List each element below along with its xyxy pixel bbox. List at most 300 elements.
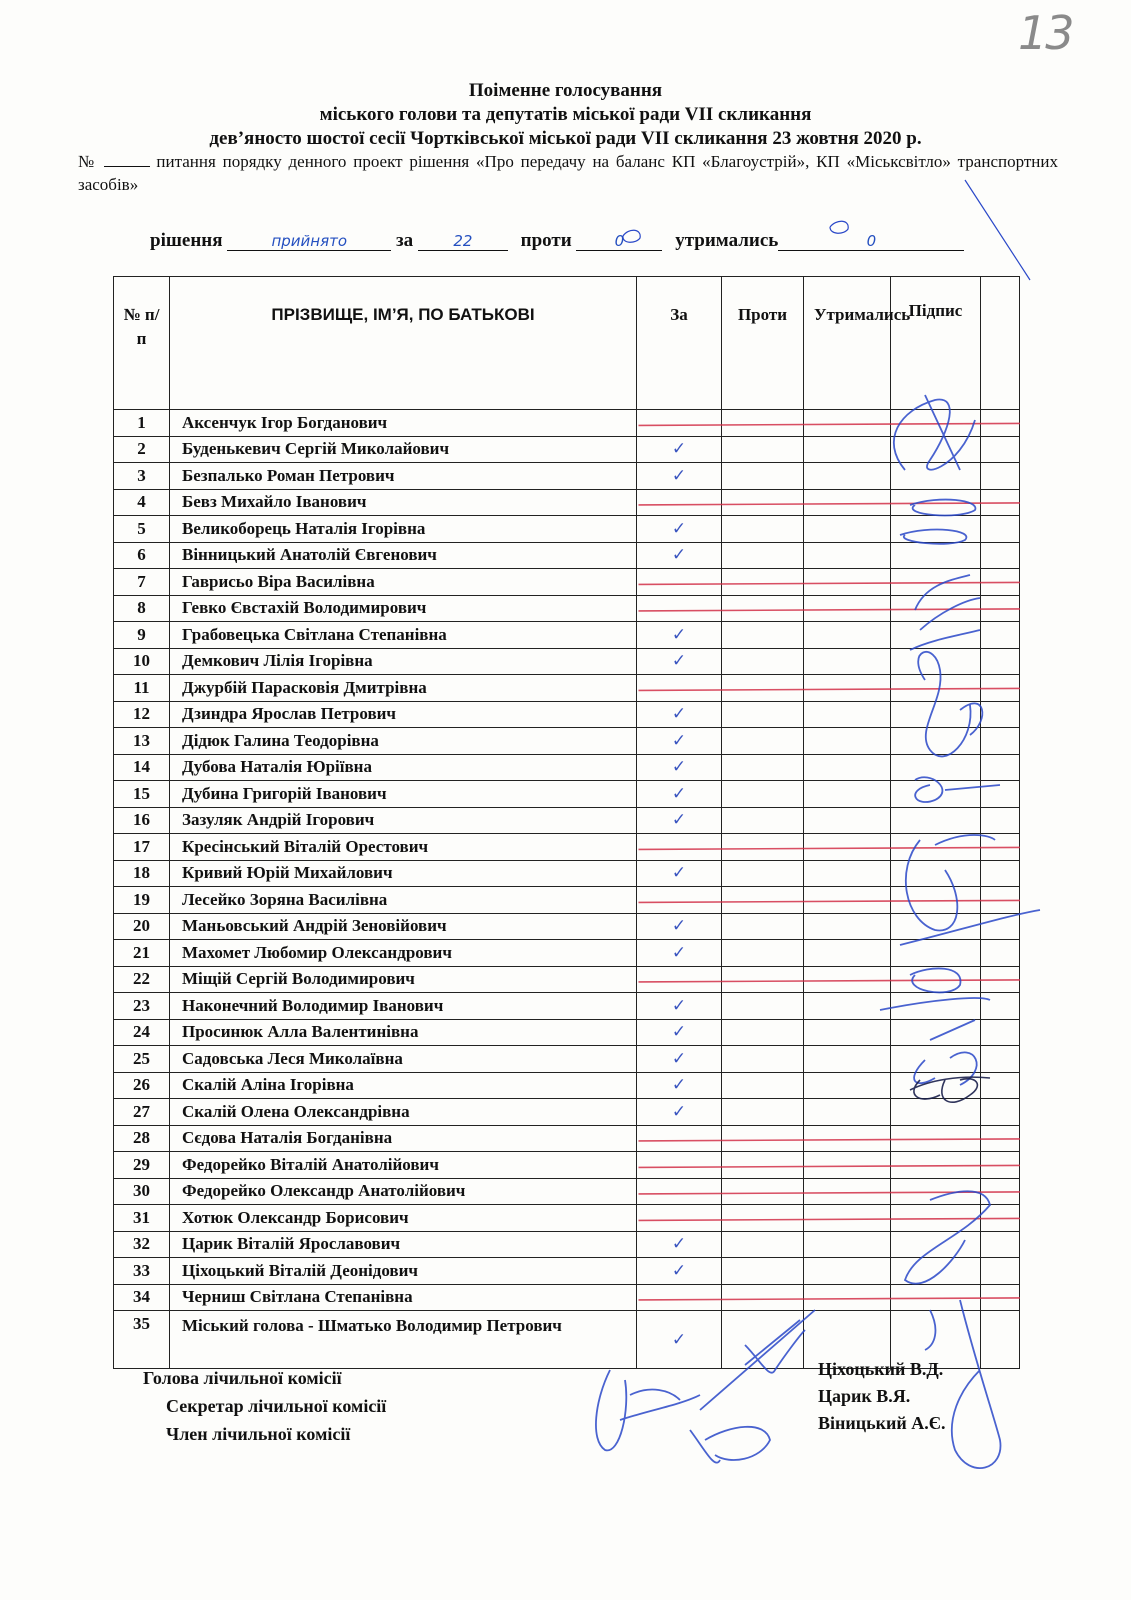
row-number: 32 [114,1231,170,1258]
table-row [114,1284,1020,1311]
row-vote-for [637,595,722,622]
row-vote-abstained [804,410,891,437]
row-vote-against [722,516,804,543]
row-blank [981,1019,1020,1046]
row-vote-abstained [804,940,891,967]
row-blank [981,436,1020,463]
row-signature [891,410,981,437]
commission-names [818,1356,945,1437]
row-name: Царик Віталій Ярославович [170,1231,637,1258]
row-blank [981,1072,1020,1099]
row-number: 27 [114,1099,170,1126]
row-vote-for: ✓ [637,1046,722,1073]
row-number: 9 [114,622,170,649]
row-vote-abstained [804,728,891,755]
row-blank [981,569,1020,596]
row-vote-against [722,754,804,781]
row-vote-against [722,1205,804,1232]
row-blank [981,516,1020,543]
row-vote-against [722,860,804,887]
row-blank [981,1152,1020,1179]
row-vote-abstained [804,622,891,649]
row-name: Зазуляк Андрій Ігорович [170,807,637,834]
row-blank [981,728,1020,755]
row-vote-abstained [804,648,891,675]
row-vote-abstained [804,569,891,596]
row-signature [891,1152,981,1179]
row-signature [891,1178,981,1205]
row-blank [981,781,1020,808]
row-blank [981,1099,1020,1126]
row-vote-abstained [804,887,891,914]
row-name: Федорейко Олександр Анатолійович [170,1178,637,1205]
row-name: Скалій Аліна Ігорівна [170,1072,637,1099]
row-number: 20 [114,913,170,940]
row-vote-against [722,410,804,437]
row-vote-abstained [804,1072,891,1099]
table-row [114,489,1020,516]
row-vote-for: ✓ [637,542,722,569]
row-vote-against [722,463,804,490]
row-vote-against [722,569,804,596]
row-vote-against [722,489,804,516]
row-vote-against [722,940,804,967]
row-name: Міський голова - Шматько Володимир Петрович [170,1311,637,1369]
row-vote-against [722,1231,804,1258]
row-signature [891,516,981,543]
abstained-count: 0 [778,232,964,251]
table-row [114,1258,1020,1285]
table-row [114,569,1020,596]
vote-table [113,276,1020,1369]
row-number: 5 [114,516,170,543]
row-name: Просинюк Алла Валентинівна [170,1019,637,1046]
row-vote-against [722,542,804,569]
row-vote-for: ✓ [637,1019,722,1046]
for-label: за [396,230,414,251]
row-blank [981,542,1020,569]
table-row [114,913,1020,940]
agenda-number-sign: № [78,152,97,171]
row-signature [891,648,981,675]
row-blank [981,940,1020,967]
row-vote-for: ✓ [637,1099,722,1126]
vote-result [150,230,964,252]
table-row [114,887,1020,914]
row-vote-for: ✓ [637,728,722,755]
commission-chair-label: Голова лічильної комісії [143,1368,342,1388]
row-number: 15 [114,781,170,808]
header-abstained: Утримались [804,277,891,410]
table-header [114,277,1020,410]
table-row [114,1125,1020,1152]
row-vote-abstained [804,516,891,543]
row-vote-against [722,1099,804,1126]
row-vote-abstained [804,754,891,781]
row-signature [891,966,981,993]
row-vote-abstained [804,1152,891,1179]
row-vote-against [722,993,804,1020]
row-signature [891,1231,981,1258]
against-label: проти [520,230,572,251]
against-count: 0 [576,232,662,251]
row-blank [981,993,1020,1020]
row-number: 28 [114,1125,170,1152]
member-name: Віницький А.Є. [818,1413,946,1433]
row-name: Гевко Євстахій Володимирович [170,595,637,622]
row-signature [891,1284,981,1311]
row-vote-against [722,781,804,808]
row-vote-for: ✓ [637,993,722,1020]
row-vote-for: ✓ [637,648,722,675]
row-vote-for: ✓ [637,1311,722,1369]
row-signature [891,834,981,861]
header-signature: Підпис [891,277,981,410]
row-name: Великоборець Наталія Ігорівна [170,516,637,543]
decision-label: рішення [150,230,223,251]
row-number: 31 [114,1205,170,1232]
commission-secretary-label: Секретар лічильної комісії [166,1396,387,1416]
row-number: 14 [114,754,170,781]
row-blank [981,622,1020,649]
row-vote-for: ✓ [637,860,722,887]
table-row [114,1178,1020,1205]
row-vote-for [637,834,722,861]
row-vote-for [637,966,722,993]
row-vote-abstained [804,1125,891,1152]
row-vote-against [722,595,804,622]
row-signature [891,1205,981,1232]
row-vote-for: ✓ [637,436,722,463]
agenda-number-blank [104,152,150,167]
row-blank [981,701,1020,728]
row-name: Бевз Михайло Іванович [170,489,637,516]
table-row [114,675,1020,702]
row-name: Хотюк Олександр Борисович [170,1205,637,1232]
row-vote-abstained [804,1205,891,1232]
row-vote-abstained [804,834,891,861]
row-vote-for: ✓ [637,781,722,808]
row-number: 1 [114,410,170,437]
row-blank [981,807,1020,834]
row-number: 17 [114,834,170,861]
row-blank [981,1258,1020,1285]
row-blank [981,834,1020,861]
row-vote-for: ✓ [637,1258,722,1285]
row-signature [891,622,981,649]
row-number: 3 [114,463,170,490]
row-vote-for: ✓ [637,1072,722,1099]
row-vote-abstained [804,1046,891,1073]
row-vote-for: ✓ [637,463,722,490]
row-name: Джурбій Парасковія Дмитрівна [170,675,637,702]
row-vote-for: ✓ [637,516,722,543]
row-vote-against [722,728,804,755]
row-name: Скалій Олена Олександрівна [170,1099,637,1126]
row-vote-against [722,834,804,861]
row-number: 35 [114,1311,170,1369]
table-row [114,648,1020,675]
header-for: За [637,277,722,410]
row-signature [891,542,981,569]
row-blank [981,1205,1020,1232]
row-signature [891,436,981,463]
row-number: 4 [114,489,170,516]
agenda-text: питання порядку денного проект рішення «Про передачу на баланс КП «Благоустрій», КП «Міськсвітло» транспортних засобів» [78,152,1058,194]
row-name: Безпалько Роман Петрович [170,463,637,490]
row-vote-against [722,1284,804,1311]
row-name: Аксенчук Ігор Богданович [170,410,637,437]
row-vote-abstained [804,675,891,702]
table-row [114,1019,1020,1046]
table-row [114,1231,1020,1258]
row-vote-abstained [804,489,891,516]
table-row [114,410,1020,437]
row-vote-against [722,436,804,463]
row-name: Ціхоцький Віталій Деонідович [170,1258,637,1285]
table-row [114,993,1020,1020]
row-vote-against [722,913,804,940]
row-signature [891,1046,981,1073]
header-name: ПРІЗВИЩЕ, ІМ’Я, ПО БАТЬКОВІ [170,277,637,410]
row-blank [981,489,1020,516]
row-name: Кривий Юрій Михайлович [170,860,637,887]
row-vote-for: ✓ [637,807,722,834]
row-vote-abstained [804,1258,891,1285]
table-row [114,1152,1020,1179]
row-vote-abstained [804,542,891,569]
row-vote-abstained [804,807,891,834]
row-number: 12 [114,701,170,728]
row-blank [981,410,1020,437]
row-signature [891,489,981,516]
row-name: Дубина Григорій Іванович [170,781,637,808]
row-name: Демкович Лілія Ігорівна [170,648,637,675]
header-number: № п/п [114,277,170,410]
row-number: 22 [114,966,170,993]
row-number: 7 [114,569,170,596]
row-vote-for [637,489,722,516]
row-vote-for: ✓ [637,940,722,967]
row-vote-abstained [804,595,891,622]
row-name: Черниш Світлана Степанівна [170,1284,637,1311]
row-name: Федорейко Віталій Анатолійович [170,1152,637,1179]
decision-value: прийнято [227,232,391,251]
row-signature [891,463,981,490]
row-vote-for [637,1125,722,1152]
row-signature [891,728,981,755]
table-row [114,860,1020,887]
row-signature [891,781,981,808]
abstained-label: утримались [675,230,779,251]
row-vote-against [722,1311,804,1369]
row-vote-abstained [804,436,891,463]
row-vote-for [637,675,722,702]
table-row [114,807,1020,834]
row-name: Дідюк Галина Теодорівна [170,728,637,755]
row-number: 18 [114,860,170,887]
row-vote-for: ✓ [637,1231,722,1258]
table-row [114,834,1020,861]
signature-chair [596,1370,700,1450]
row-blank [981,860,1020,887]
row-blank [981,1125,1020,1152]
row-blank [981,966,1020,993]
table-row [114,436,1020,463]
row-name: Буденькевич Сергій Миколайович [170,436,637,463]
row-vote-against [722,1258,804,1285]
row-number: 21 [114,940,170,967]
row-name: Сєдова Наталія Богданівна [170,1125,637,1152]
row-number: 8 [114,595,170,622]
table-row [114,1205,1020,1232]
row-vote-abstained [804,1284,891,1311]
header-against: Проти [722,277,804,410]
row-vote-against [722,887,804,914]
row-signature [891,675,981,702]
row-number: 23 [114,993,170,1020]
row-signature [891,940,981,967]
row-number: 2 [114,436,170,463]
row-vote-against [722,807,804,834]
row-signature [891,754,981,781]
row-vote-against [722,1072,804,1099]
row-vote-against [722,966,804,993]
row-signature [891,913,981,940]
table-row [114,463,1020,490]
row-vote-for [637,1178,722,1205]
doc-subtitle: міського голови та депутатів міської ради VII скликання [319,104,812,125]
row-blank [981,913,1020,940]
row-name: Дзиндра Ярослав Петрович [170,701,637,728]
row-number: 26 [114,1072,170,1099]
table-row [114,542,1020,569]
commission-member-label: Член лічильної комісії [166,1424,351,1444]
row-blank [981,1284,1020,1311]
row-signature [891,993,981,1020]
table-row [114,966,1020,993]
row-name: Міщій Сергій Володимирович [170,966,637,993]
row-vote-for [637,1284,722,1311]
row-vote-abstained [804,913,891,940]
row-vote-abstained [804,463,891,490]
table-row [114,781,1020,808]
row-vote-for: ✓ [637,622,722,649]
row-signature [891,1072,981,1099]
row-blank [981,1178,1020,1205]
row-signature [891,1125,981,1152]
row-vote-for [637,410,722,437]
page-number: 13 [1018,6,1073,60]
row-name: Вінницький Анатолій Євгенович [170,542,637,569]
row-name: Кресінський Віталій Орестович [170,834,637,861]
row-number: 11 [114,675,170,702]
row-vote-against [722,701,804,728]
row-signature [891,807,981,834]
row-vote-against [722,1125,804,1152]
row-vote-abstained [804,1019,891,1046]
row-name: Маньовський Андрій Зеновійович [170,913,637,940]
row-name: Наконечний Володимир Іванович [170,993,637,1020]
row-signature [891,595,981,622]
row-vote-for [637,1205,722,1232]
row-signature [891,569,981,596]
secretary-name: Царик В.Я. [818,1386,911,1406]
row-name: Лесейко Зоряна Василівна [170,887,637,914]
row-vote-against [722,1178,804,1205]
row-blank [981,1231,1020,1258]
row-blank [981,648,1020,675]
row-vote-abstained [804,1231,891,1258]
row-vote-for: ✓ [637,754,722,781]
table-row [114,595,1020,622]
row-name: Садовська Леся Миколаївна [170,1046,637,1073]
row-vote-against [722,675,804,702]
header-blank [981,277,1020,410]
row-blank [981,1046,1020,1073]
row-signature [891,1019,981,1046]
row-vote-against [722,622,804,649]
row-vote-for [637,1152,722,1179]
row-vote-against [722,1046,804,1073]
row-vote-against [722,1019,804,1046]
row-blank [981,887,1020,914]
row-signature [891,701,981,728]
row-blank [981,1311,1020,1369]
doc-title: Поіменне голосування [468,80,663,101]
row-name: Дубова Наталія Юріївна [170,754,637,781]
row-signature [891,1099,981,1126]
row-vote-for: ✓ [637,701,722,728]
row-signature [891,1258,981,1285]
row-vote-abstained [804,701,891,728]
row-number: 33 [114,1258,170,1285]
session-line: дев’яносто шостої сесії Чортківської міської ради VII скликання 23 жовтня 2020 р. [209,128,922,149]
row-number: 19 [114,887,170,914]
table-row [114,516,1020,543]
row-number: 30 [114,1178,170,1205]
row-name: Махомет Любомир Олександрович [170,940,637,967]
table-row [114,622,1020,649]
table-row [114,701,1020,728]
row-number: 25 [114,1046,170,1073]
row-signature [891,887,981,914]
row-signature [891,860,981,887]
row-name: Гаврисьо Віра Василівна [170,569,637,596]
table-row [114,1099,1020,1126]
row-number: 6 [114,542,170,569]
row-number: 10 [114,648,170,675]
row-vote-for [637,569,722,596]
row-vote-for: ✓ [637,913,722,940]
row-blank [981,675,1020,702]
chair-name: Ціхоцький В.Д. [818,1359,944,1379]
table-row [114,728,1020,755]
row-vote-against [722,648,804,675]
row-vote-abstained [804,1178,891,1205]
table-row [114,754,1020,781]
table-row [114,1046,1020,1073]
row-vote-for [637,887,722,914]
row-number: 34 [114,1284,170,1311]
row-vote-abstained [804,1099,891,1126]
table-row [114,1072,1020,1099]
row-name: Грабовецька Світлана Степанівна [170,622,637,649]
row-number: 29 [114,1152,170,1179]
row-number: 16 [114,807,170,834]
row-blank [981,754,1020,781]
table-row [114,940,1020,967]
